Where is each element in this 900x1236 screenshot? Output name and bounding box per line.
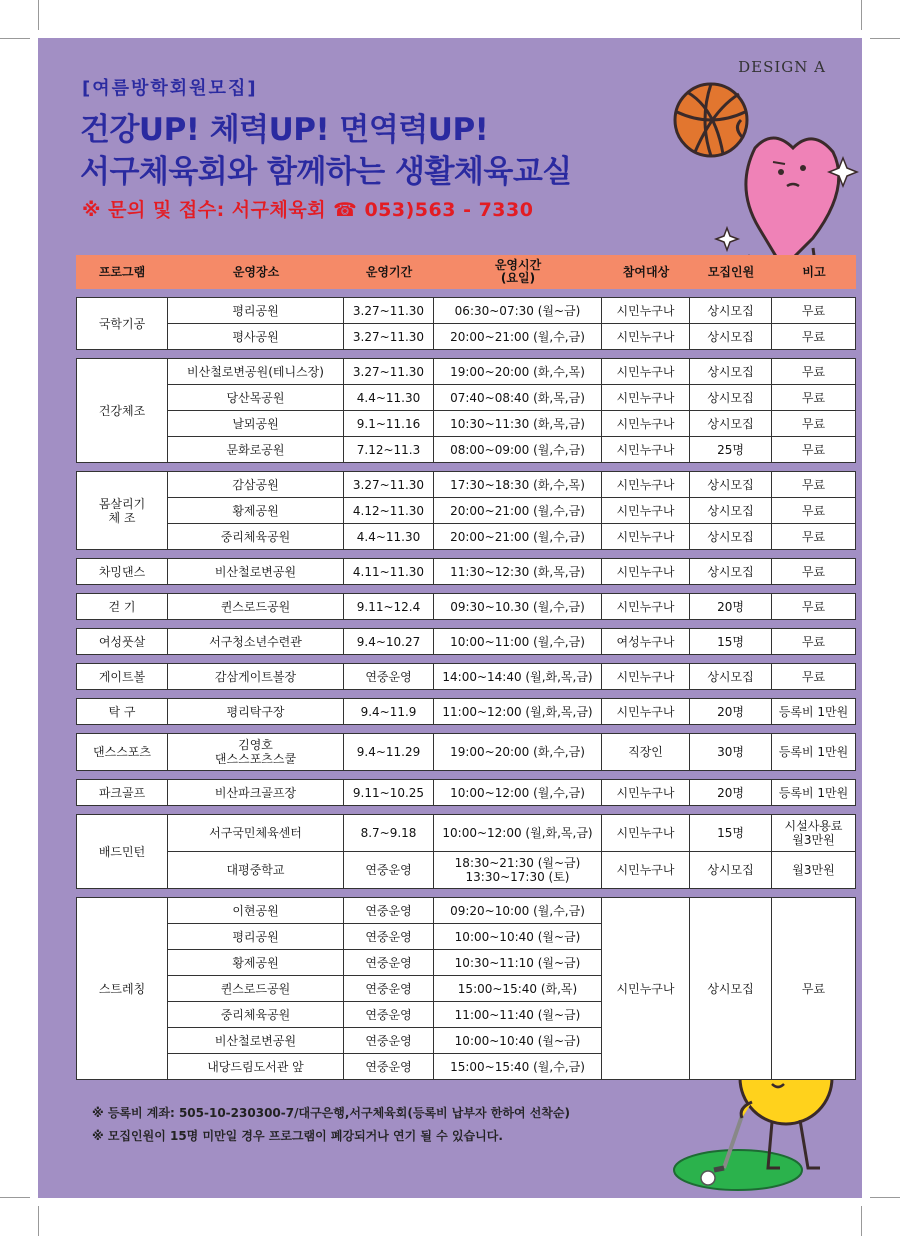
cell-program: 건강체조	[76, 358, 168, 463]
cell-target: 시민누구나	[602, 593, 690, 620]
cell-venue: 서구청소년수련관	[168, 628, 344, 655]
cell-period: 3.27~11.30	[344, 358, 434, 385]
table-row	[76, 852, 856, 889]
cell-recruit: 20명	[690, 698, 772, 725]
table-row	[76, 733, 856, 771]
cell-note: 무료	[772, 437, 856, 463]
cell-recruit: 상시모집	[690, 524, 772, 550]
cell-note: 시설사용료 월3만원	[772, 814, 856, 852]
cell-program: 차밍댄스	[76, 558, 168, 585]
cell-venue: 퀸스로드공원	[168, 593, 344, 620]
cell-venue: 비산철로변공원(테니스장)	[168, 358, 344, 385]
group-spacer	[76, 725, 856, 733]
group-spacer	[76, 620, 856, 628]
cell-period: 3.27~11.30	[344, 471, 434, 498]
cell-target: 시민누구나	[602, 498, 690, 524]
cell-time: 19:00~20:00 (화,수,금)	[434, 733, 602, 771]
cell-period: 7.12~11.3	[344, 437, 434, 463]
cell-target: 직장인	[602, 733, 690, 771]
cell-target: 시민누구나	[602, 411, 690, 437]
cell-period: 연중운영	[344, 1002, 434, 1028]
cell-venue: 이현공원	[168, 897, 344, 924]
cell-program: 스트레칭	[76, 897, 168, 1080]
cell-venue: 평리공원	[168, 297, 344, 324]
cell-note: 등록비 1만원	[772, 698, 856, 725]
cell-target: 시민누구나	[602, 663, 690, 690]
cell-program: 파크골프	[76, 779, 168, 806]
cell-period: 4.4~11.30	[344, 524, 434, 550]
cell-time: 10:00~11:00 (월,수,금)	[434, 628, 602, 655]
table-row	[76, 471, 856, 498]
table-row	[76, 663, 856, 690]
cell-note: 무료	[772, 558, 856, 585]
cell-note: 무료	[772, 524, 856, 550]
cell-time: 15:00~15:40 (화,목)	[434, 976, 602, 1002]
cell-venue: 중리체육공원	[168, 1002, 344, 1028]
cell-period: 9.11~10.25	[344, 779, 434, 806]
cell-recruit: 상시모집	[690, 358, 772, 385]
cell-time: 17:30~18:30 (화,수,목)	[434, 471, 602, 498]
cell-recruit: 20명	[690, 593, 772, 620]
cell-time: 11:00~12:00 (월,화,목,금)	[434, 698, 602, 725]
cell-target: 시민누구나	[602, 471, 690, 498]
cell-time: 11:30~12:30 (화,목,금)	[434, 558, 602, 585]
cell-note: 무료	[772, 358, 856, 385]
cell-program: 몸살리기 체 조	[76, 471, 168, 550]
cell-period: 연중운영	[344, 924, 434, 950]
cell-recruit: 15명	[690, 814, 772, 852]
cell-note: 무료	[772, 498, 856, 524]
cell-venue: 감삼게이트볼장	[168, 663, 344, 690]
header-note: 비고	[772, 255, 856, 289]
cell-target: 시민누구나	[602, 524, 690, 550]
cell-period: 연중운영	[344, 1054, 434, 1080]
cell-note: 무료	[772, 385, 856, 411]
cell-venue: 황제공원	[168, 498, 344, 524]
cell-venue: 황제공원	[168, 950, 344, 976]
table-row	[76, 814, 856, 852]
cell-target: 시민누구나	[602, 852, 690, 889]
cell-recruit: 상시모집	[690, 897, 772, 1080]
cell-program: 탁 구	[76, 698, 168, 725]
table-row	[76, 779, 856, 806]
cell-period: 3.27~11.30	[344, 297, 434, 324]
footnote-account: ※ 등록비 계좌: 505-10-230300-7/대구은행,서구체육회(등록비 납부자 한하여 선착순)	[92, 1106, 570, 1120]
group-spacer	[76, 690, 856, 698]
cell-program: 댄스스포츠	[76, 733, 168, 771]
table-row	[76, 524, 856, 550]
cell-time: 19:00~20:00 (화,수,목)	[434, 358, 602, 385]
cell-time: 15:00~15:40 (월,수,금)	[434, 1054, 602, 1080]
cell-recruit: 상시모집	[690, 558, 772, 585]
cell-time: 20:00~21:00 (월,수,금)	[434, 498, 602, 524]
cell-venue: 중리체육공원	[168, 524, 344, 550]
cell-note: 무료	[772, 324, 856, 350]
header-target: 참여대상	[602, 255, 690, 289]
table-row	[76, 437, 856, 463]
cell-period: 8.7~9.18	[344, 814, 434, 852]
cell-venue: 평리탁구장	[168, 698, 344, 725]
cell-period: 9.4~11.9	[344, 698, 434, 725]
cell-period: 연중운영	[344, 663, 434, 690]
cell-recruit: 상시모집	[690, 471, 772, 498]
cell-period: 4.12~11.30	[344, 498, 434, 524]
table-row	[76, 498, 856, 524]
table-row	[76, 698, 856, 725]
cell-venue: 서구국민체육센터	[168, 814, 344, 852]
cell-period: 연중운영	[344, 1028, 434, 1054]
cell-time: 09:30~10.30 (월,수,금)	[434, 593, 602, 620]
cell-period: 연중운영	[344, 950, 434, 976]
cell-venue: 평리공원	[168, 924, 344, 950]
poster	[38, 38, 862, 1198]
cell-recruit: 상시모집	[690, 385, 772, 411]
cell-venue: 평사공원	[168, 324, 344, 350]
cell-note: 무료	[772, 471, 856, 498]
cell-note: 무료	[772, 897, 856, 1080]
cell-recruit: 30명	[690, 733, 772, 771]
group-spacer	[76, 771, 856, 779]
cell-target: 시민누구나	[602, 698, 690, 725]
cell-note: 등록비 1만원	[772, 779, 856, 806]
cell-target: 시민누구나	[602, 779, 690, 806]
cell-note: 무료	[772, 663, 856, 690]
cell-target: 여성누구나	[602, 628, 690, 655]
cell-venue: 비산파크골프장	[168, 779, 344, 806]
cell-time: 18:30~21:30 (월~금) 13:30~17:30 (토)	[434, 852, 602, 889]
cell-time: 20:00~21:00 (월,수,금)	[434, 524, 602, 550]
table-row	[76, 358, 856, 385]
cell-period: 9.4~11.29	[344, 733, 434, 771]
group-spacer	[76, 550, 856, 558]
cell-time: 10:00~12:00 (월,수,금)	[434, 779, 602, 806]
cell-note: 월3만원	[772, 852, 856, 889]
group-spacer	[76, 585, 856, 593]
cell-program: 배드민턴	[76, 814, 168, 889]
cell-time: 10:30~11:10 (월~금)	[434, 950, 602, 976]
cell-recruit: 상시모집	[690, 297, 772, 324]
cell-venue: 감삼공원	[168, 471, 344, 498]
table-body	[76, 289, 856, 1080]
cell-time: 08:00~09:00 (월,수,금)	[434, 437, 602, 463]
cell-venue: 날뫼공원	[168, 411, 344, 437]
header-time: 운영시간 (요일)	[434, 255, 602, 289]
cell-target: 시민누구나	[602, 358, 690, 385]
title-line-2: 서구체육회와 함께하는 생활체육교실	[80, 154, 572, 190]
table-row	[76, 558, 856, 585]
header-venue: 운영장소	[168, 255, 344, 289]
table-row	[76, 385, 856, 411]
cell-target: 시민누구나	[602, 897, 690, 1080]
cell-time: 10:00~12:00 (월,화,목,금)	[434, 814, 602, 852]
title-line-1: 건강UP! 체력UP! 면역력UP!	[80, 112, 489, 148]
cell-period: 9.1~11.16	[344, 411, 434, 437]
cell-time: 10:00~10:40 (월~금)	[434, 924, 602, 950]
program-table-container	[76, 255, 849, 1080]
eyebrow-heading: [여름방학회원모집]	[82, 78, 258, 99]
cell-program: 게이트볼	[76, 663, 168, 690]
cell-period: 연중운영	[344, 976, 434, 1002]
cell-target: 시민누구나	[602, 385, 690, 411]
cell-period: 9.11~12.4	[344, 593, 434, 620]
header-recruit: 모집인원	[690, 255, 772, 289]
group-spacer	[76, 350, 856, 358]
cell-period: 연중운영	[344, 897, 434, 924]
cell-program: 여성풋살	[76, 628, 168, 655]
header-program: 프로그램	[76, 255, 168, 289]
cell-time: 07:40~08:40 (화,목,금)	[434, 385, 602, 411]
cell-note: 무료	[772, 628, 856, 655]
cell-program: 국학기공	[76, 297, 168, 350]
cell-venue: 비산철로변공원	[168, 1028, 344, 1054]
cell-note: 무료	[772, 411, 856, 437]
cell-time: 06:30~07:30 (월~금)	[434, 297, 602, 324]
cell-target: 시민누구나	[602, 324, 690, 350]
table-row	[76, 297, 856, 324]
cell-target: 시민누구나	[602, 814, 690, 852]
group-spacer	[76, 655, 856, 663]
table-row	[76, 628, 856, 655]
cell-recruit: 상시모집	[690, 498, 772, 524]
group-spacer	[76, 889, 856, 897]
cell-note: 등록비 1만원	[772, 733, 856, 771]
cell-venue: 문화로공원	[168, 437, 344, 463]
cell-recruit: 20명	[690, 779, 772, 806]
cell-period: 4.11~11.30	[344, 558, 434, 585]
table-row	[76, 411, 856, 437]
cell-venue: 당산목공원	[168, 385, 344, 411]
cell-time: 20:00~21:00 (월,수,금)	[434, 324, 602, 350]
group-spacer	[76, 463, 856, 471]
cell-recruit: 상시모집	[690, 324, 772, 350]
cell-target: 시민누구나	[602, 558, 690, 585]
cell-venue: 대평중학교	[168, 852, 344, 889]
cell-time: 10:00~10:40 (월~금)	[434, 1028, 602, 1054]
footnotes	[92, 1104, 570, 1150]
cell-period: 9.4~10.27	[344, 628, 434, 655]
group-spacer	[76, 806, 856, 814]
cell-venue: 김영호 댄스스포츠스쿨	[168, 733, 344, 771]
cell-time: 14:00~14:40 (월,화,목,금)	[434, 663, 602, 690]
cell-time: 11:00~11:40 (월~금)	[434, 1002, 602, 1028]
cell-recruit: 15명	[690, 628, 772, 655]
cell-target: 시민누구나	[602, 297, 690, 324]
cell-venue: 비산철로변공원	[168, 558, 344, 585]
contact-info: ※ 문의 및 접수: 서구체육회 ☎ 053)563 - 7330	[82, 199, 534, 221]
cell-note: 무료	[772, 297, 856, 324]
cell-recruit: 25명	[690, 437, 772, 463]
cell-recruit: 상시모집	[690, 411, 772, 437]
cell-period: 연중운영	[344, 852, 434, 889]
cell-recruit: 상시모집	[690, 852, 772, 889]
program-table	[76, 255, 856, 1080]
cell-period: 4.4~11.30	[344, 385, 434, 411]
cell-note: 무료	[772, 593, 856, 620]
footnote-cancellation: ※ 모집인원이 15명 미만일 경우 프로그램이 폐강되거나 연기 될 수 있습니다.	[92, 1129, 503, 1143]
header-period: 운영기간	[344, 255, 434, 289]
table-row	[76, 593, 856, 620]
cell-time: 09:20~10:00 (월,수,금)	[434, 897, 602, 924]
design-tag: DESIGN A	[738, 58, 826, 76]
group-spacer	[76, 289, 856, 297]
cell-program: 걷 기	[76, 593, 168, 620]
table-row	[76, 897, 856, 924]
cell-time: 10:30~11:30 (화,목,금)	[434, 411, 602, 437]
cell-period: 3.27~11.30	[344, 324, 434, 350]
cell-target: 시민누구나	[602, 437, 690, 463]
table-row	[76, 324, 856, 350]
cell-venue: 내당드림도서관 앞	[168, 1054, 344, 1080]
cell-recruit: 상시모집	[690, 663, 772, 690]
table-header-row	[76, 255, 856, 289]
cell-venue: 퀸스로드공원	[168, 976, 344, 1002]
